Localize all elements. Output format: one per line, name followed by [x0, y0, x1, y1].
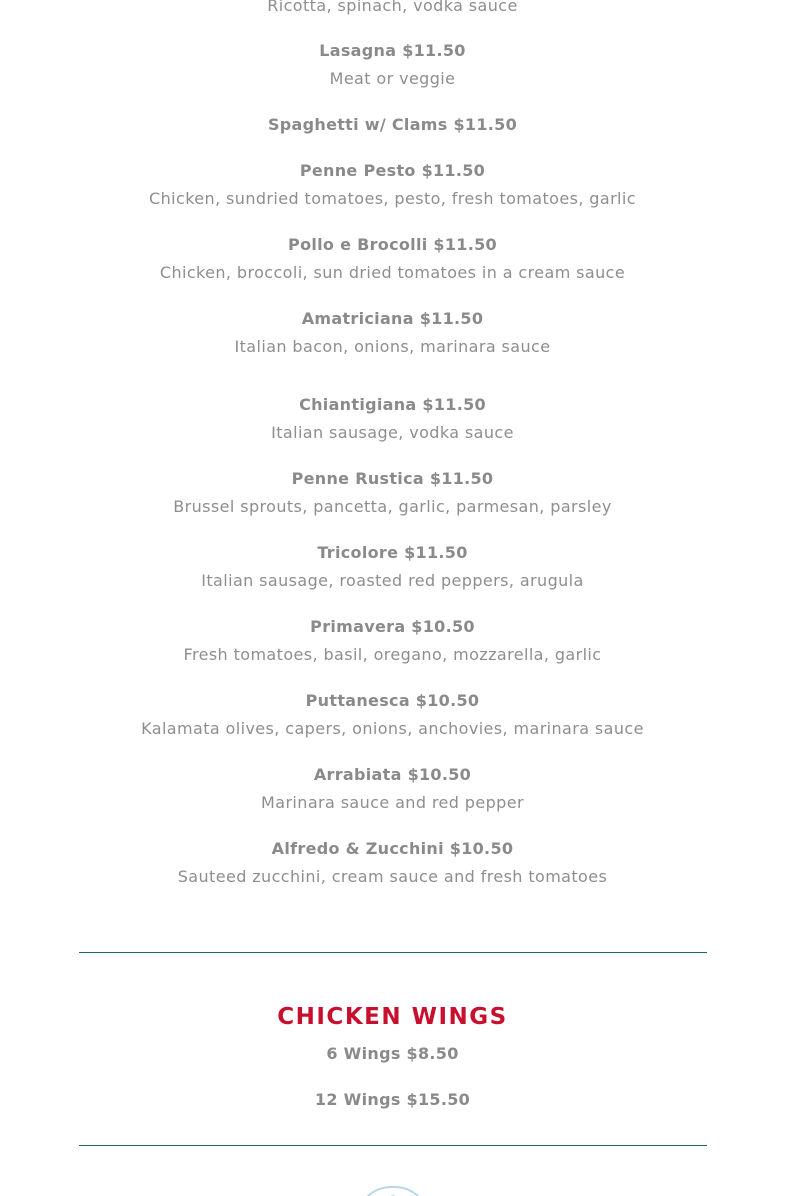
item-description: Brussel sprouts, pancetta, garlic, parmesan, parsley: [173, 497, 612, 516]
item-name: Alfredo & Zucchini $10.50: [271, 839, 514, 858]
item-description-partial: Ricotta, spinach, vodka sauce: [267, 0, 518, 15]
item-description: Italian sausage, vodka sauce: [271, 423, 514, 442]
menu-item-arrabiata: [0, 765, 785, 813]
item-description: Italian bacon, onions, marinara sauce: [234, 337, 551, 356]
menu-item-lasagna: [0, 41, 785, 89]
menu-item-amatriciana: [0, 309, 785, 357]
item-name: Penne Pesto $11.50: [299, 161, 486, 180]
item-name: 6 Wings $8.50: [326, 1044, 459, 1063]
item-name: Arrabiata $10.50: [313, 765, 472, 784]
item-name: 12 Wings $15.50: [314, 1090, 471, 1109]
item-description: Marinara sauce and red pepper: [261, 793, 524, 812]
item-name: Penne Rustica $11.50: [291, 469, 494, 488]
menu-item-12-wings: [0, 1090, 785, 1110]
section-divider: [79, 1145, 707, 1146]
menu-item-alfredo-zucchini: [0, 839, 785, 887]
item-description: Italian sausage, roasted red peppers, arugula: [201, 571, 584, 590]
item-description: Chicken, sundried tomatoes, pesto, fresh tomatoes, garlic: [149, 189, 636, 208]
item-name: Amatriciana $11.50: [301, 309, 484, 328]
menu-item-primavera: [0, 617, 785, 665]
item-description: Sauteed zucchini, cream sauce and fresh tomatoes: [177, 867, 608, 886]
section-divider: [79, 952, 707, 953]
menu-item-pollo-brocolli: [0, 235, 785, 283]
item-description: Chicken, broccoli, sun dried tomatoes in a cream sauce: [159, 263, 626, 282]
menu-item-spaghetti-clams: [0, 115, 785, 135]
item-description: Meat or veggie: [329, 69, 456, 88]
menu-item-chiantigiana: [0, 395, 785, 443]
item-description: Fresh tomatoes, basil, oregano, mozzarella, garlic: [183, 645, 602, 664]
menu-item-tricolore: [0, 543, 785, 591]
item-name: Pollo e Brocolli $11.50: [288, 235, 497, 254]
section-title-chicken-wings: CHICKEN WINGS: [277, 1004, 508, 1030]
logo-partial: [352, 1184, 434, 1196]
item-name: Spaghetti w/ Clams $11.50: [267, 115, 518, 134]
item-name: Lasagna $11.50: [319, 41, 466, 60]
menu-item-puttanesca: [0, 691, 785, 739]
menu-item-6-wings: [0, 1044, 785, 1064]
item-name: Primavera $10.50: [310, 617, 475, 636]
item-name: Tricolore $11.50: [317, 543, 468, 562]
item-name: Puttanesca $10.50: [305, 691, 480, 710]
item-name: Chiantigiana $11.50: [299, 395, 486, 414]
menu-item-penne-rustica: [0, 469, 785, 517]
menu-item-penne-pesto: [0, 161, 785, 209]
item-description: Kalamata olives, capers, onions, anchovies, marinara sauce: [141, 719, 644, 738]
